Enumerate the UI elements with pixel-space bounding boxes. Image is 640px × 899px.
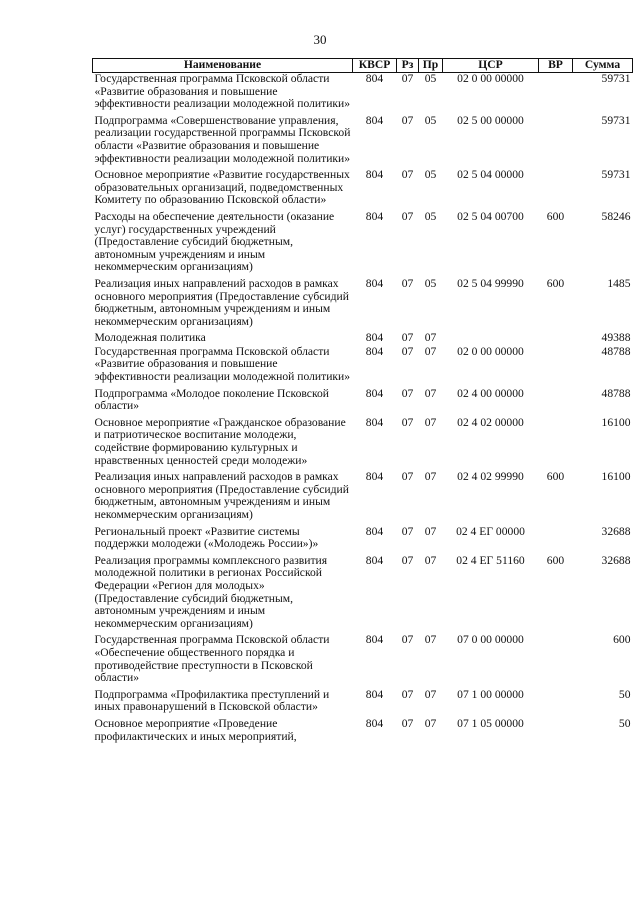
cell-rz: 07 xyxy=(401,415,414,429)
table-row xyxy=(93,332,633,346)
cell-name: Государственная программа Псковской области «Обеспечение общественного порядка и противодействие преступности в Псковской области» xyxy=(94,633,330,685)
table-row xyxy=(93,555,633,635)
cell-csr: 07 1 05 00000 xyxy=(457,716,524,730)
table-row xyxy=(93,417,633,471)
cell-kvsr: 804 xyxy=(365,687,384,701)
cell-vr xyxy=(539,417,573,471)
cell-rz: 07 xyxy=(401,687,414,701)
cell-name: Подпрограмма «Молодое поколение Псковской области» xyxy=(94,386,329,413)
cell-rz: 07 xyxy=(401,168,414,182)
cell-sum: 50 xyxy=(618,716,631,730)
cell-vr: 600 xyxy=(546,553,565,567)
cell-kvsr: 804 xyxy=(365,524,384,538)
cell-rz: 07 xyxy=(401,716,414,730)
table-row xyxy=(93,718,633,747)
column-header-sum: Сумма xyxy=(573,59,633,73)
cell-sum: 59731 xyxy=(601,168,631,182)
cell-pr: 07 xyxy=(424,524,437,538)
cell-name: Молодежная политика xyxy=(94,331,206,345)
cell-vr: 600 xyxy=(546,276,565,290)
cell-name: Расходы на обеспечение деятельности (оказание услуг) государственных учреждений (Предоставление субсидий бюджетным, автономным учреждениям и иным некоммерческим организациям) xyxy=(94,209,335,274)
cell-pr: 07 xyxy=(424,331,437,345)
cell-name: Подпрограмма «Совершенствование управления, реализации государственной программы Псковской области «Развитие образования и повышение эффективности реализации молодежной политики» xyxy=(94,113,351,165)
cell-rz: 07 xyxy=(401,276,414,290)
cell-pr: 07 xyxy=(424,415,437,429)
cell-rz: 07 xyxy=(401,113,414,127)
cell-sum: 32688 xyxy=(601,553,631,567)
cell-kvsr: 804 xyxy=(365,716,384,730)
cell-csr: 02 4 02 99990 xyxy=(457,470,524,484)
column-header-pr: Пр xyxy=(419,59,443,73)
cell-vr xyxy=(539,388,573,417)
column-header-vr: ВР xyxy=(539,59,573,73)
cell-sum: 59731 xyxy=(601,72,631,85)
cell-name: Основное мероприятие «Развитие государственных образовательных организаций, подведомственных Комитету по образованию Псковской области» xyxy=(94,168,350,207)
column-header-csr: ЦСР xyxy=(443,59,539,73)
cell-pr: 07 xyxy=(424,716,437,730)
cell-rz: 07 xyxy=(401,344,414,358)
cell-rz: 07 xyxy=(401,524,414,538)
cell-csr: 02 5 04 00700 xyxy=(457,209,524,223)
cell-rz: 07 xyxy=(401,386,414,400)
cell-kvsr: 804 xyxy=(365,415,384,429)
column-header-rz: Рз xyxy=(397,59,419,73)
cell-name: Подпрограмма «Профилактика преступлений и иных правонарушений в Псковской области» xyxy=(94,687,330,714)
table-row xyxy=(93,211,633,278)
cell-sum: 59731 xyxy=(601,113,631,127)
cell-name: Реализация программы комплексного развития молодежной политики в регионах Российской Федерации «Регион для молодых» (Предоставление субсидий бюджетным, автономным учреждениям и иным некоммерческим организациям) xyxy=(94,553,328,630)
table-row xyxy=(93,73,633,115)
cell-vr: 600 xyxy=(546,470,565,484)
cell-sum: 16100 xyxy=(601,415,631,429)
cell-name: Реализация иных направлений расходов в рамках основного мероприятия (Предоставление субсидий бюджетным, автономным учреждениям и иным некоммерческим организациям) xyxy=(94,470,349,521)
cell-kvsr: 804 xyxy=(365,209,384,223)
cell-name: Основное мероприятие «Проведение профилактических и иных мероприятий, xyxy=(94,716,297,743)
cell-sum: 32688 xyxy=(601,524,631,538)
table-row xyxy=(93,526,633,555)
cell-kvsr: 804 xyxy=(365,168,384,182)
cell-name: Государственная программа Псковской области «Развитие образования и повышение эффективности реализации молодежной политики» xyxy=(94,72,351,111)
cell-rz: 07 xyxy=(401,633,414,647)
cell-csr: 02 0 00 00000 xyxy=(457,72,524,85)
column-header-kvsr: КВСР xyxy=(353,59,397,73)
cell-csr: 02 5 04 99990 xyxy=(457,276,524,290)
cell-kvsr: 804 xyxy=(365,113,384,127)
cell-csr: 02 4 ЕГ 51160 xyxy=(456,553,525,567)
table-body xyxy=(93,73,633,748)
cell-rz: 07 xyxy=(401,470,414,484)
table-row xyxy=(93,115,633,169)
header-row xyxy=(93,59,633,73)
cell-pr: 07 xyxy=(424,633,437,647)
cell-pr: 05 xyxy=(424,72,437,85)
cell-csr: 02 0 00 00000 xyxy=(457,344,524,358)
cell-sum: 58246 xyxy=(601,209,631,223)
cell-rz: 07 xyxy=(401,331,414,345)
cell-pr: 07 xyxy=(424,344,437,358)
table-row xyxy=(93,388,633,417)
cell-vr xyxy=(539,115,573,169)
cell-sum: 600 xyxy=(613,633,631,647)
cell-csr: 02 4 02 00000 xyxy=(457,415,524,429)
cell-csr: 02 5 00 00000 xyxy=(457,113,524,127)
cell-csr: 02 4 00 00000 xyxy=(457,386,524,400)
budget-table xyxy=(92,58,633,747)
cell-csr: 07 0 00 00000 xyxy=(457,633,524,647)
cell-pr: 07 xyxy=(424,553,437,567)
cell-sum: 1485 xyxy=(607,276,631,290)
cell-vr xyxy=(539,634,573,688)
cell-vr xyxy=(539,718,573,747)
cell-rz: 07 xyxy=(401,209,414,223)
cell-vr xyxy=(539,169,573,211)
cell-name: Основное мероприятие «Гражданское образование и патриотическое воспитание молодежи, содействие формированию культурных и нравственных ценностей среди молодежи» xyxy=(94,415,346,467)
cell-csr xyxy=(443,332,539,346)
page-number: 30 xyxy=(313,32,327,47)
cell-rz: 07 xyxy=(401,553,414,567)
cell-pr: 07 xyxy=(424,470,437,484)
table-row xyxy=(93,471,633,525)
cell-sum: 48788 xyxy=(601,386,631,400)
cell-kvsr: 804 xyxy=(365,633,384,647)
cell-csr: 02 4 ЕГ 00000 xyxy=(456,524,525,538)
cell-pr: 05 xyxy=(424,276,437,290)
cell-rz: 07 xyxy=(401,72,414,85)
cell-sum: 49388 xyxy=(601,331,631,345)
cell-vr: 600 xyxy=(546,209,565,223)
cell-vr xyxy=(539,526,573,555)
cell-csr: 02 5 04 00000 xyxy=(457,168,524,182)
table-header xyxy=(93,59,633,73)
cell-kvsr: 804 xyxy=(365,470,384,484)
cell-csr: 07 1 00 00000 xyxy=(457,687,524,701)
cell-name: Региональный проект «Развитие системы поддержки молодежи («Молодежь России»)» xyxy=(94,524,319,551)
cell-kvsr: 804 xyxy=(365,344,384,358)
cell-name: Государственная программа Псковской области «Развитие образования и повышение эффективности реализации молодежной политики» xyxy=(94,344,351,384)
cell-kvsr: 804 xyxy=(365,276,384,290)
cell-name: Реализация иных направлений расходов в рамках основного мероприятия (Предоставление субсидий бюджетным, автономным учреждениям и иным некоммерческим организациям) xyxy=(94,276,349,328)
column-header-name: Наименование xyxy=(93,59,353,73)
cell-sum: 16100 xyxy=(601,470,631,484)
cell-kvsr: 804 xyxy=(365,72,384,85)
cell-kvsr: 804 xyxy=(365,553,384,567)
table-row xyxy=(93,689,633,718)
cell-pr: 05 xyxy=(424,168,437,182)
cell-kvsr: 804 xyxy=(365,386,384,400)
cell-sum: 48788 xyxy=(601,344,631,358)
cell-pr: 05 xyxy=(424,113,437,127)
table-row xyxy=(93,169,633,211)
table-row xyxy=(93,634,633,688)
cell-pr: 05 xyxy=(424,209,437,223)
cell-pr: 07 xyxy=(424,687,437,701)
cell-sum: 50 xyxy=(618,687,631,701)
cell-kvsr: 804 xyxy=(365,331,384,345)
table-row xyxy=(93,278,633,332)
cell-vr xyxy=(539,689,573,718)
cell-vr xyxy=(539,332,573,346)
cell-vr xyxy=(539,73,573,115)
cell-pr: 07 xyxy=(424,386,437,400)
table-row xyxy=(93,346,633,388)
cell-vr xyxy=(539,346,573,388)
